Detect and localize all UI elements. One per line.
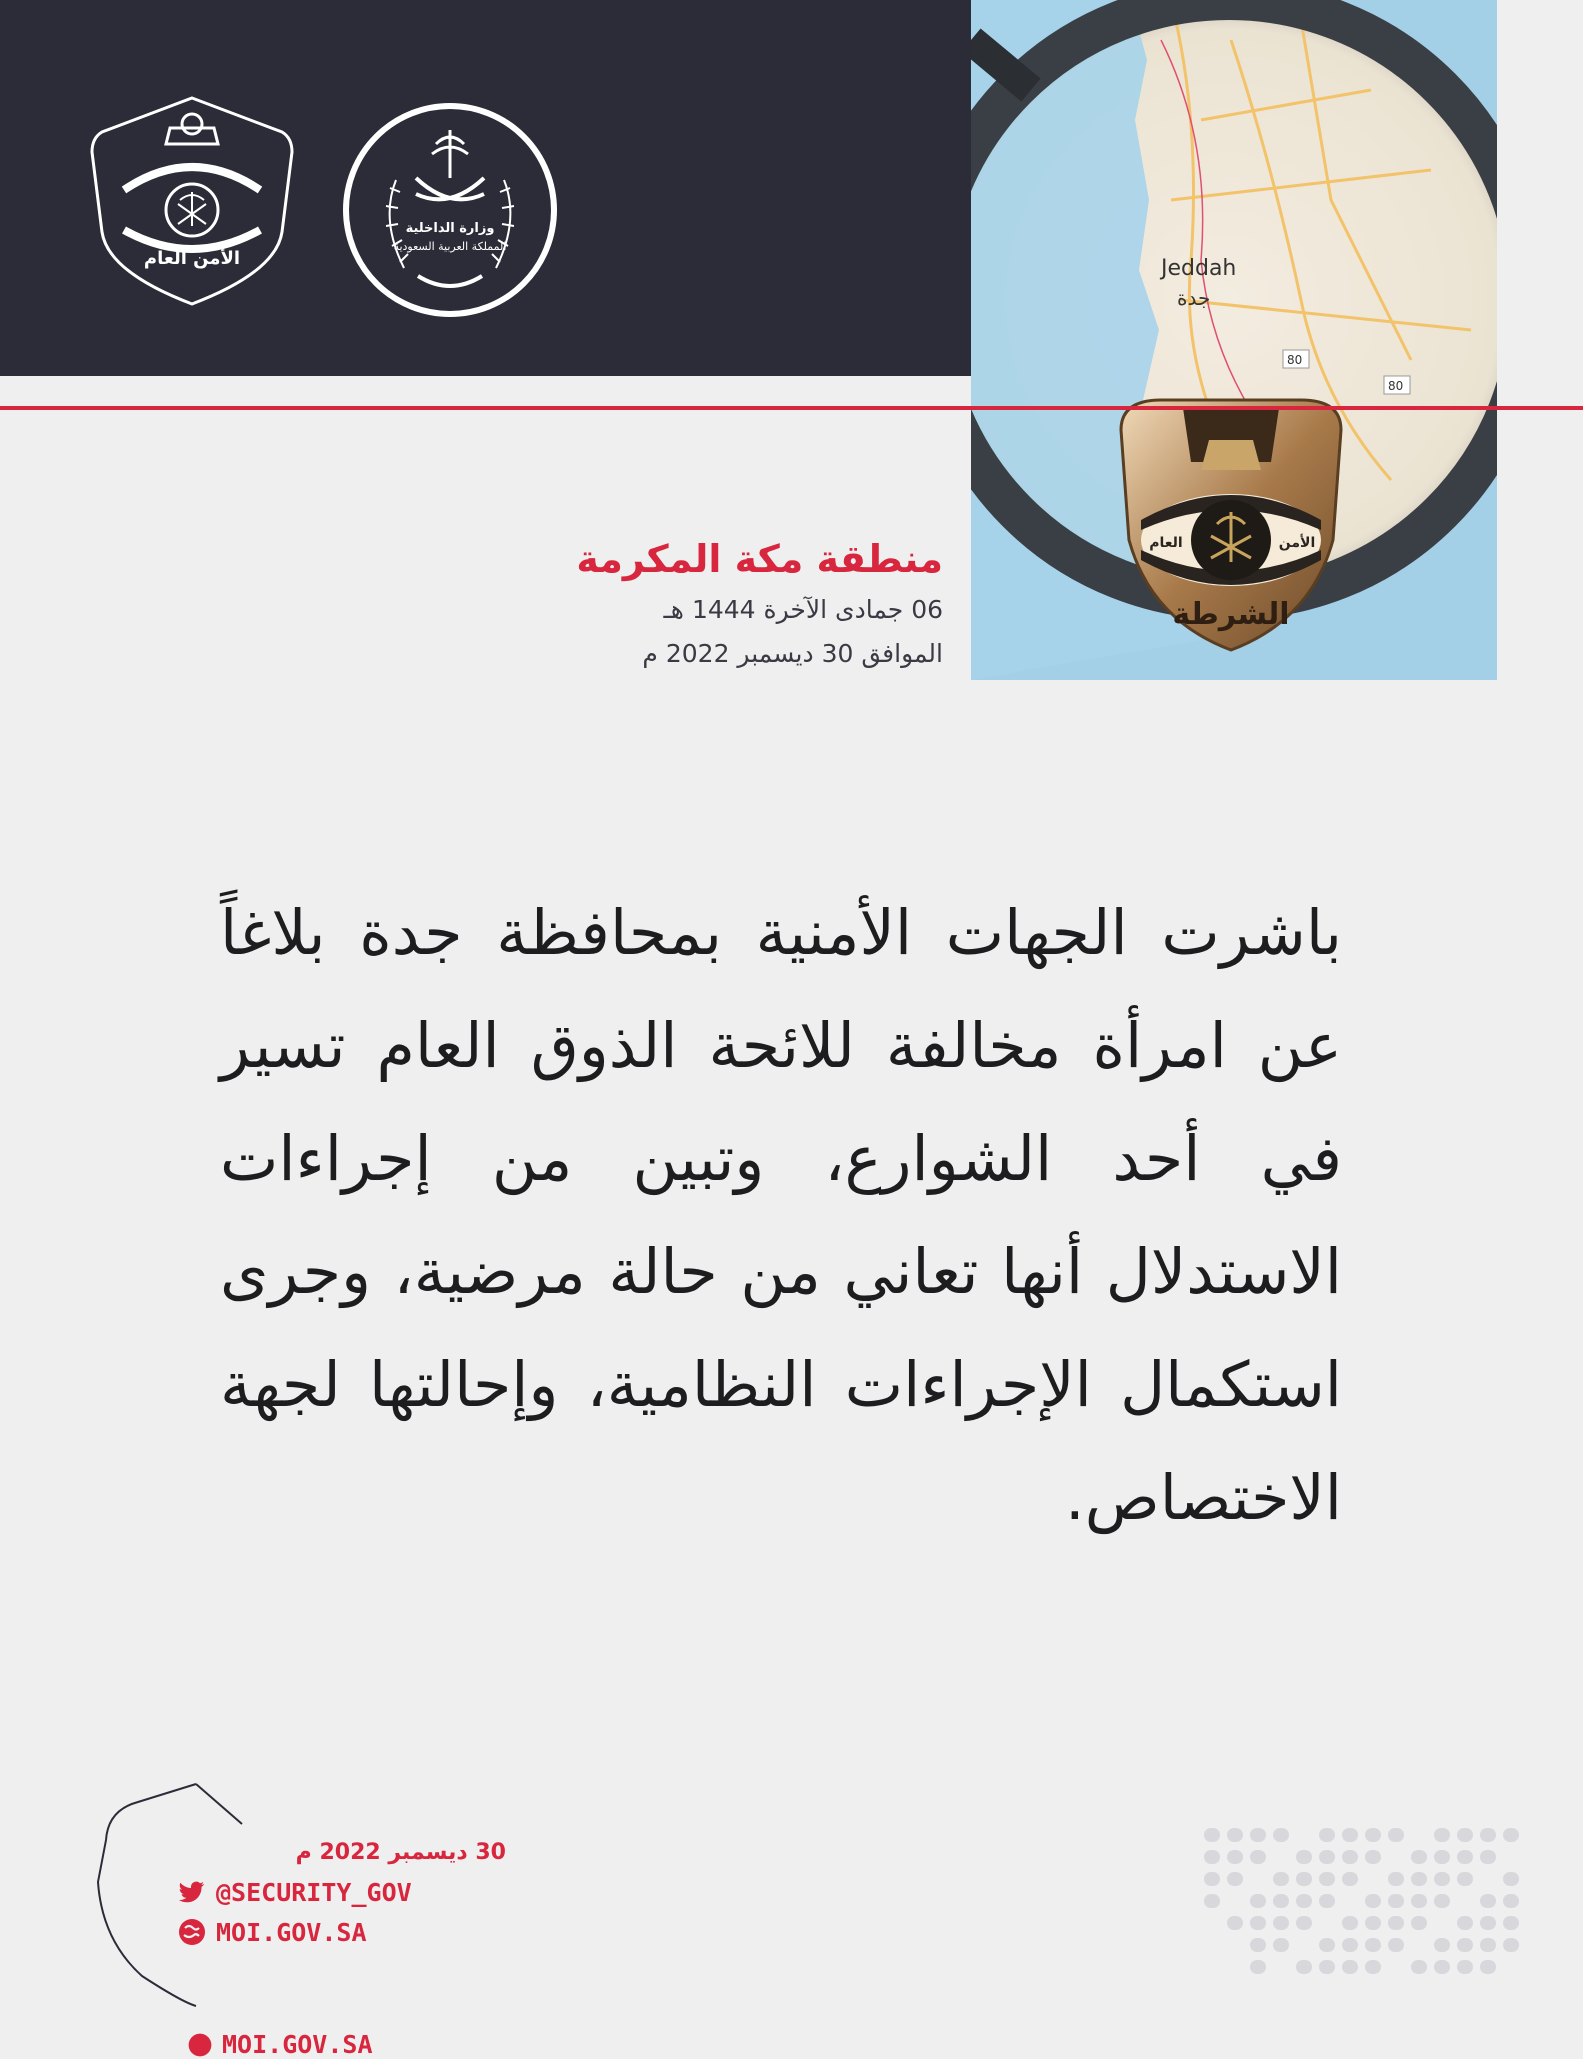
region-title: منطقة مكة المكرمة: [576, 537, 943, 581]
pattern-dot: [1296, 1894, 1312, 1908]
pattern-dot: [1388, 1872, 1404, 1886]
pattern-dot: [1457, 1828, 1473, 1842]
pattern-dot: [1296, 1960, 1312, 1974]
pattern-dot: [1319, 1960, 1335, 1974]
pattern-dot: [1204, 1894, 1220, 1908]
pattern-dot: [1480, 1850, 1496, 1864]
globe-icon-cut: [186, 2031, 214, 2059]
pattern-dot: [1503, 1894, 1519, 1908]
pattern-dot: [1296, 1872, 1312, 1886]
pattern-dot: [1411, 1916, 1427, 1930]
pattern-dot: [1365, 1850, 1381, 1864]
twitter-icon: [176, 1876, 208, 1908]
badge-caption: الشرطة: [1172, 597, 1290, 632]
pattern-dot: [1250, 1850, 1266, 1864]
pattern-dot: [1365, 1828, 1381, 1842]
pattern-dot: [1204, 1828, 1220, 1842]
pattern-dot: [1227, 1850, 1243, 1864]
twitter-handle[interactable]: @SECURITY_GOV: [216, 1877, 412, 1907]
gregorian-date: الموافق 30 ديسمبر 2022 م: [642, 639, 943, 668]
pattern-dot: [1480, 1894, 1496, 1908]
svg-text:المملكة العربية السعودية: المملكة العربية السعودية: [393, 240, 507, 253]
pattern-dot: [1319, 1894, 1335, 1908]
pattern-dot: [1342, 1960, 1358, 1974]
pattern-dot: [1250, 1938, 1266, 1952]
pattern-dot: [1388, 1828, 1404, 1842]
pattern-dot: [1434, 1938, 1450, 1952]
pattern-dot: [1434, 1828, 1450, 1842]
accent-divider: [0, 406, 1583, 410]
map-city-en: Jeddah: [1161, 256, 1237, 281]
pattern-dot: [1296, 1850, 1312, 1864]
pattern-dot: [1457, 1960, 1473, 1974]
pattern-dot: [1319, 1938, 1335, 1952]
pattern-dot: [1342, 1938, 1358, 1952]
pattern-dot: [1480, 1938, 1496, 1952]
footer-date: 30 ديسمبر 2022 م: [295, 1839, 506, 1865]
pattern-dot: [1273, 1894, 1289, 1908]
pattern-dot: [1273, 1938, 1289, 1952]
pattern-dot: [1250, 1828, 1266, 1842]
pattern-dot: [1457, 1938, 1473, 1952]
pattern-dot: [1342, 1916, 1358, 1930]
pattern-dot: [1503, 1872, 1519, 1886]
twitter-row[interactable]: [176, 1872, 506, 1912]
pattern-dot: [1365, 1960, 1381, 1974]
pattern-dot: [1319, 1828, 1335, 1842]
pattern-dot: [1457, 1872, 1473, 1886]
badge-left-text: العام: [1149, 535, 1183, 551]
pattern-dot: [1411, 1894, 1427, 1908]
pattern-dot: [1227, 1828, 1243, 1842]
pattern-dot: [1480, 1916, 1496, 1930]
pattern-dot: [1365, 1894, 1381, 1908]
pattern-dot: [1365, 1938, 1381, 1952]
pattern-dot: [1250, 1960, 1266, 1974]
footer-contact: [176, 1832, 506, 1952]
map-image: [971, 0, 1497, 680]
globe-icon: [176, 1916, 208, 1948]
pattern-dot: [1227, 1916, 1243, 1930]
pattern-dot: [1388, 1916, 1404, 1930]
road-label-2: 80: [1388, 379, 1404, 393]
pattern-dot: [1250, 1894, 1266, 1908]
pattern-dot: [1480, 1960, 1496, 1974]
pattern-dot: [1204, 1850, 1220, 1864]
region-info: [523, 530, 943, 676]
statement-text: باشرت الجهات الأمنية بمحافظة جدة بلاغاً عن امرأة مخالفة للائحة الذوق العام تسير في أحد الشوارع، وتبين من إجراءات الاستدلال أنها تعاني من حالة مرضية، وجرى استكمال الإجراءات النظامية، وإحالتها لجهة الاختصاص.: [220, 896, 1342, 1534]
pattern-dot: [1342, 1850, 1358, 1864]
pattern-dot: [1388, 1938, 1404, 1952]
pattern-dot: [1503, 1938, 1519, 1952]
pattern-dot: [1434, 1960, 1450, 1974]
ministry-caption: وزارة الداخلية: [405, 221, 495, 236]
pattern-dot: [1204, 1872, 1220, 1886]
website-link[interactable]: MOI.GOV.SA: [216, 1917, 367, 1947]
pattern-dot: [1503, 1828, 1519, 1842]
pattern-dot: [1411, 1960, 1427, 1974]
badge-right-text: الأمن: [1278, 535, 1316, 551]
pattern-dot: [1411, 1850, 1427, 1864]
website-footer-cut[interactable]: [186, 2030, 373, 2059]
public-security-logo: [86, 92, 298, 312]
pattern-dot: [1388, 1894, 1404, 1908]
pattern-dot: [1273, 1828, 1289, 1842]
pattern-dot: [1503, 1916, 1519, 1930]
pattern-dot: [1273, 1872, 1289, 1886]
pattern-dot: [1227, 1872, 1243, 1886]
pattern-dot: [1273, 1916, 1289, 1930]
pattern-dot: [1319, 1872, 1335, 1886]
map-city-ar: جدة: [1177, 286, 1211, 310]
hijri-date: 06 جمادى الآخرة 1444 هـ: [663, 595, 943, 624]
decorative-dot-pattern: [1184, 1820, 1534, 1984]
pattern-dot: [1296, 1916, 1312, 1930]
pattern-dot: [1434, 1850, 1450, 1864]
pattern-dot: [1250, 1916, 1266, 1930]
pattern-dot: [1434, 1872, 1450, 1886]
public-security-caption: الأمن العام: [143, 248, 241, 269]
road-label-1: 80: [1287, 353, 1303, 367]
pattern-dot: [1411, 1872, 1427, 1886]
pattern-dot: [1480, 1828, 1496, 1842]
website-row[interactable]: [176, 1912, 506, 1952]
pattern-dot: [1457, 1850, 1473, 1864]
pattern-dot: [1342, 1872, 1358, 1886]
pattern-dot: [1434, 1894, 1450, 1908]
pattern-dot: [1319, 1850, 1335, 1864]
website-link-cut[interactable]: MOI.GOV.SA: [222, 2030, 373, 2059]
pattern-dot: [1457, 1916, 1473, 1930]
pattern-dot: [1342, 1828, 1358, 1842]
pattern-dot: [1365, 1916, 1381, 1930]
ministry-of-interior-logo: [340, 100, 560, 320]
